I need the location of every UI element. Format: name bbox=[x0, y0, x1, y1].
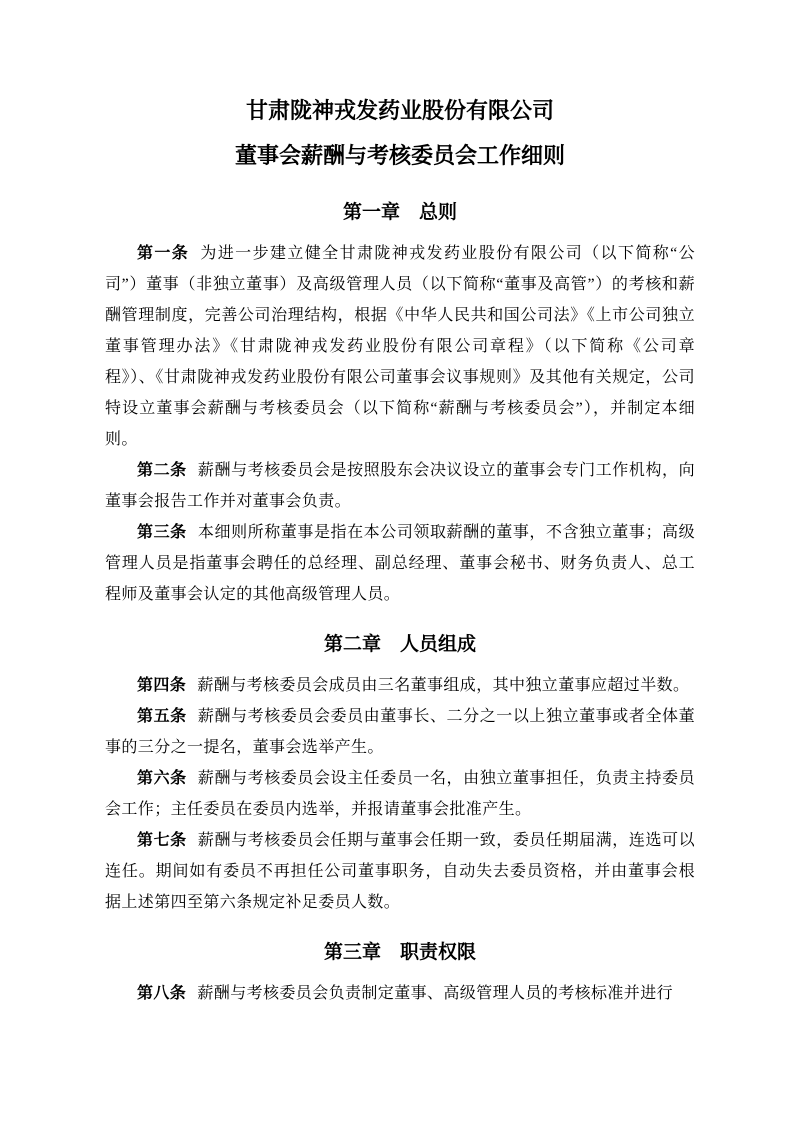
chapter-1-heading: 第一章 总则 bbox=[342, 202, 457, 223]
article-7-label: 第七条 bbox=[137, 832, 187, 849]
article-3-label: 第三条 bbox=[137, 524, 187, 541]
article-6 bbox=[105, 763, 695, 825]
article-3-text: 本细则所称董事是指在本公司领取薪酬的董事，不含独立董事；高级管理人员是指董事会聘任的总经理、副总经理、董事会秘书、财务负责人、总工程师及董事会认定的其他高级管理人员。 bbox=[105, 524, 695, 603]
article-5-text: 薪酬与考核委员会委员由董事长、二分之一以上独立董事或者全体董事的三分之一提名，董事会选举产生。 bbox=[105, 708, 695, 756]
article-1 bbox=[105, 238, 695, 455]
article-1-label: 第一条 bbox=[137, 245, 190, 262]
chapter-2-heading: 第二章 人员组成 bbox=[323, 634, 476, 655]
document-title-line1: 甘肃陇神戎发药业股份有限公司 bbox=[245, 98, 554, 123]
article-4-text: 薪酬与考核委员会成员由三名董事组成，其中独立董事应超过半数。 bbox=[197, 677, 690, 694]
article-7-text: 薪酬与考核委员会任期与董事会任期一致，委员任期届满，连选可以连任。期间如有委员不再担任公司董事职务，自动失去委员资格，并由董事会根据上述第四至第六条规定补足委员人数。 bbox=[105, 832, 695, 911]
article-5-label: 第五条 bbox=[137, 708, 187, 725]
article-4-label: 第四条 bbox=[137, 677, 187, 694]
article-8-text: 薪酬与考核委员会负责制定董事、高级管理人员的考核标准并进行 bbox=[197, 985, 673, 1002]
article-8 bbox=[105, 978, 695, 1009]
article-4 bbox=[105, 670, 695, 701]
document-title-line2: 董事会薪酬与考核委员会工作细则 bbox=[234, 143, 565, 168]
article-2 bbox=[105, 455, 695, 517]
article-2-text: 薪酬与考核委员会是按照股东会决议设立的董事会专门工作机构，向董事会报告工作并对董事会负责。 bbox=[105, 462, 695, 510]
article-5 bbox=[105, 701, 695, 763]
article-3 bbox=[105, 517, 695, 610]
article-6-text: 薪酬与考核委员会设主任委员一名，由独立董事担任，负责主持委员会工作；主任委员在委员内选举，并报请董事会批准产生。 bbox=[105, 770, 695, 818]
article-7 bbox=[105, 825, 695, 918]
article-6-label: 第六条 bbox=[137, 770, 187, 787]
article-8-label: 第八条 bbox=[137, 985, 187, 1002]
chapter-3-heading: 第三章 职责权限 bbox=[323, 942, 476, 963]
article-1-text: 为进一步建立健全甘肃陇神戎发药业股份有限公司（以下简称“公司”）董事（非独立董事）及高级管理人员（以下简称“董事及高管”）的考核和薪酬管理制度，完善公司治理结构，根据《中华人民共和国公司法》《上市公司独立董事管理办法》《甘肃陇神戎发药业股份有限公司章程》（以下简称《公司章程》）、《甘肃陇神戎发药业股份有限公司董事会议事规则》及其他有关规定，公司特设立董事会薪酬与考核委员会（以下简称“薪酬与考核委员会”），并制定本细则。 bbox=[105, 245, 696, 448]
document-title bbox=[105, 88, 695, 178]
article-2-label: 第二条 bbox=[137, 462, 187, 479]
